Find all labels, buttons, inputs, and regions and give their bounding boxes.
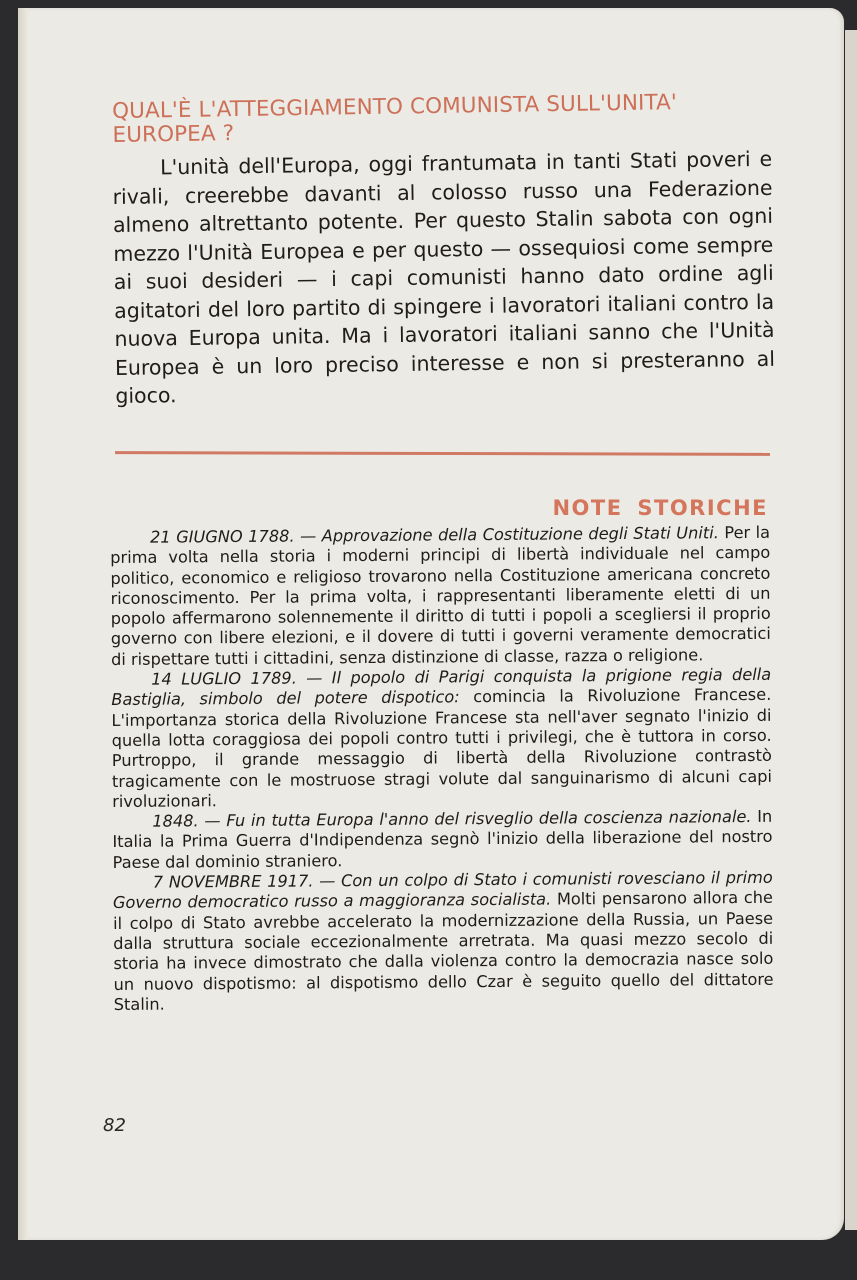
note-date: 1848.	[152, 811, 199, 831]
note-date: 14 LUGLIO 1789.	[151, 668, 297, 689]
note-item	[113, 868, 774, 1015]
page-content	[110, 90, 776, 1014]
note-headline: — Con un colpo di Stato i comunisti rovesciano il primo Governo democratico russo a maggioranza socialista.	[112, 867, 773, 913]
note-item	[110, 523, 771, 670]
page-spine-edge	[18, 8, 28, 1240]
note-text: Molti pensarono allora che il colpo di Stato avrebbe accelerato la modernizzazione della Russia, un Paese dalla struttura sociale eccezionalmente arretrata. Ma quasi mezzo secolo di storia ha invece dimostrato che dalla violenza contro la democrazia nasce solo un nuovo dispotismo: al dispotismo dello Czar è seguito quello del dittatore Stalin.	[113, 888, 774, 1014]
page-number: 82	[103, 1115, 126, 1136]
note-date: 7 NOVEMBRE 1917.	[152, 871, 314, 892]
note-text: In Italia la Prima Guerra d'Indipendenza segnò l'inizio della liberazione del nostro Paese dal dominio straniero.	[112, 806, 773, 872]
historical-notes	[110, 523, 774, 1015]
note-date: 21 GIUGNO 1788.	[149, 526, 295, 547]
notes-section-title: NOTE STORICHE	[552, 496, 768, 520]
note-headline: — Il popolo di Parigi conquista la prigione regia della Bastiglia, simbolo del potere dispotico:	[111, 664, 772, 710]
note-text: Per la prima volta nella storia i moderni principi di libertà individuale nel campo politico, economico e religioso trovarono nella Costituzione americana concreto riconoscimento. Per la prima volta, i rappresentanti liberamente eletti di un popolo affermarono solennemente il diritto di tutti i popoli a scegliersi il proprio governo con libere elezioni, e il dovere di tutti i governi veramente democratici di rispettare tutti i cittadini, senza distinzione di classe, razza o religione.	[110, 522, 771, 669]
question-body: L'unità dell'Europa, oggi frantumata in tanti Stati poveri e rivali, creerebbe davanti al colosso russo una Federazione almeno altrettanto potente. Per questo Stalin sabota con ogni mezzo l'Unità Europea e per questo — ossequiosi come sempre ai suoi desideri — i capi comunisti hanno dato ordine agli agitatori del loro partito di spingere i lavoratori italiani contro la nuova Europa unita. Ma i lavoratori italiani sanno che l'Unità Europea è un loro preciso interesse e non si presteranno al gioco.	[112, 146, 776, 408]
note-item	[112, 807, 772, 873]
question-title: QUAL'È L'ATTEGGIAMENTO COMUNISTA SULL'UNITA' EUROPEA ?	[111, 90, 678, 148]
note-headline: — Approvazione della Costituzione degli Stati Uniti.	[294, 523, 719, 546]
note-item	[111, 665, 772, 812]
note-text: comincia la Rivoluzione Francese. L'importanza storica della Rivoluzione Francese sta nell'aver segnato l'inizio di quella lotta coraggiosa dei popoli contro tutti i privilegi, che è tuttora in corso. Purtroppo, il grande messaggio di libertà della Rivoluzione contrastò tragicamente con le mostruose stragi volute dal sanguinarismo di alcuni capi rivoluzionari.	[111, 685, 773, 811]
next-page-edge	[845, 30, 857, 1230]
note-headline: — Fu in tutta Europa l'anno del risveglio della coscienza nazionale.	[198, 807, 752, 831]
